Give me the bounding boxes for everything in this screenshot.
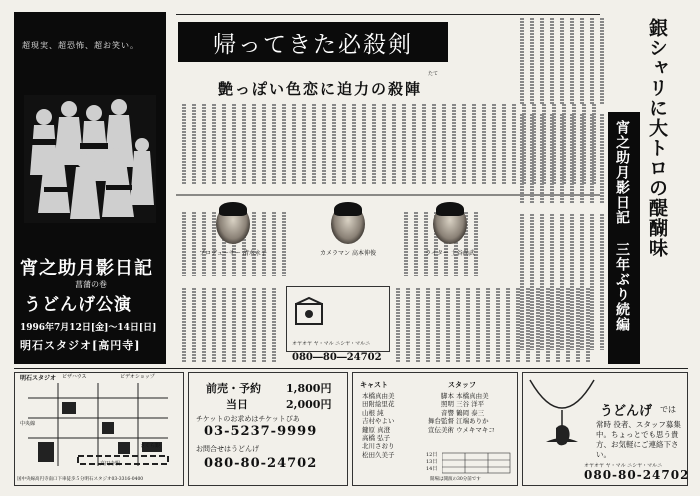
map-streets <box>18 378 180 468</box>
staff-heading: スタッフ <box>448 380 476 389</box>
bottom-rule <box>14 368 688 369</box>
right-headline: 銀シャリに大トロの醍醐味 <box>646 18 668 258</box>
article-subheadline: 艶っぽい色恋に迫力の殺陣 <box>217 80 422 98</box>
cast-member: 鍵原 真澄 <box>362 425 391 434</box>
schedule-day: 14日 <box>426 466 438 472</box>
cameraman-role: カメラマン <box>320 250 351 257</box>
schedule-note: 開場は開演の30分前です <box>430 477 481 482</box>
producer-photo <box>216 204 250 244</box>
performance-title: うどんげ公演 <box>24 295 132 315</box>
troupe-name-suffix: では <box>660 405 676 414</box>
writer-caption <box>415 248 485 257</box>
troupe-reading: オヤオヤ ヤ・マル ニシヤ・マルニ <box>584 463 663 469</box>
price-door: 2,000円 <box>286 398 332 411</box>
staff-row <box>424 409 514 417</box>
staff-row <box>424 417 514 425</box>
pia-phone: 03-5237-9999 <box>204 424 318 439</box>
cameraman-photo <box>331 204 365 244</box>
staff-role: 脚本 <box>441 392 454 400</box>
wine-glass-illustration <box>526 376 598 456</box>
producer-role: プロデューサー <box>199 250 241 257</box>
staff-name: ウメキマキコ <box>456 425 495 434</box>
cameraman-name: 高本伸俊 <box>351 250 376 257</box>
staff-name: 江端ありか <box>456 417 489 426</box>
staff-name: 鶴岡 泰三 <box>456 408 485 417</box>
staff-name: 本橋真由美 <box>456 392 489 400</box>
cast-member: 田附絵里花 <box>362 400 395 409</box>
producer-caption <box>198 248 268 257</box>
ruby-annotation: たて <box>428 71 439 77</box>
cast-list <box>362 392 395 459</box>
ticket-phone: 080―80―24702 <box>292 352 382 363</box>
cast-member: 吉村やよい <box>362 417 395 426</box>
cameraman-caption <box>313 248 383 257</box>
writer-role: ライター <box>425 250 449 257</box>
map-label-line: 中央線 <box>20 421 36 427</box>
performance-dates: 1996年7月12日[金]〜14日[日] <box>20 323 157 333</box>
staff-row <box>424 426 514 434</box>
schedule-days <box>426 452 437 473</box>
cast-member: 山根 純 <box>362 408 384 417</box>
troupe-phone: 080-80-24702 <box>584 468 690 482</box>
series-subtitle: 菖蒲の巻 <box>75 280 107 289</box>
ticket-reading: オヤオヤ ヤ・マル ニシヤ・マルニ <box>292 341 371 347</box>
right-subheadline: 宵之助月影日記 三年ぶり続編 <box>614 120 630 332</box>
map-label-bank: さくら銀 <box>140 443 161 449</box>
recruit-text: 常時 役者、スタッフ募集中。ちょっとでも思う貴方、お気軽にご連絡下さい。 <box>596 420 681 459</box>
article-headline: 帰ってきた必殺剣 <box>213 32 413 58</box>
cast-member: 北川さおり <box>362 442 395 451</box>
price-door-label: 当日 <box>226 398 248 411</box>
cast-member: 高橋 弘子 <box>362 434 391 443</box>
cast-heading: キャスト <box>360 380 388 389</box>
contact-phone: 080-80-24702 <box>204 456 318 471</box>
staff-row <box>424 400 514 408</box>
price-advance-label: 前売・予約 <box>206 382 261 395</box>
writer-name: 土谷尚武 <box>450 250 475 257</box>
schedule-grid <box>442 452 512 474</box>
contact-note: お問合せはうどんげ <box>196 445 259 453</box>
staff-name: 三谷 洋平 <box>456 400 485 409</box>
schedule-day: 12日 <box>426 452 438 458</box>
promo-tagline: 超現実、超恐怖、超お笑い。 <box>22 41 139 50</box>
producer-name: 清水永子 <box>242 250 267 257</box>
writer-photo <box>433 204 467 244</box>
performance-venue: 明石スタジオ[高円寺] <box>20 339 141 352</box>
map-label-video: ビデオショップ <box>120 374 155 380</box>
staff-role: 照明 <box>441 400 454 409</box>
series-title: 宵之助月影日記 <box>20 258 153 279</box>
price-advance: 1,800円 <box>286 382 332 395</box>
cast-member: 本橋真由美 <box>362 392 395 400</box>
troupe-name: うどんげ <box>600 404 653 419</box>
staff-role: 音響 <box>441 408 454 417</box>
staff-role: 宣伝美術 <box>428 425 454 434</box>
cast-group-photo <box>24 95 156 223</box>
cast-member: 松田久美子 <box>362 450 395 459</box>
map-address: 国中央線高円寺南口下車徒歩５分明石スタジオ03-3316-0400 <box>17 477 144 482</box>
map-label-pizza: ピザハウス <box>62 374 87 380</box>
schedule-day: 13日 <box>426 459 438 465</box>
map-label-studio: 明石スタジオ <box>20 375 57 382</box>
ticket-note: チケットのお求めはチケットぴあ <box>196 415 300 423</box>
map-label-station: 高円寺駅 <box>100 461 121 467</box>
right-body-columns <box>516 14 606 354</box>
staff-list <box>424 392 514 434</box>
ticket-illustration <box>292 296 326 330</box>
staff-role: 舞台監督 <box>428 417 454 426</box>
